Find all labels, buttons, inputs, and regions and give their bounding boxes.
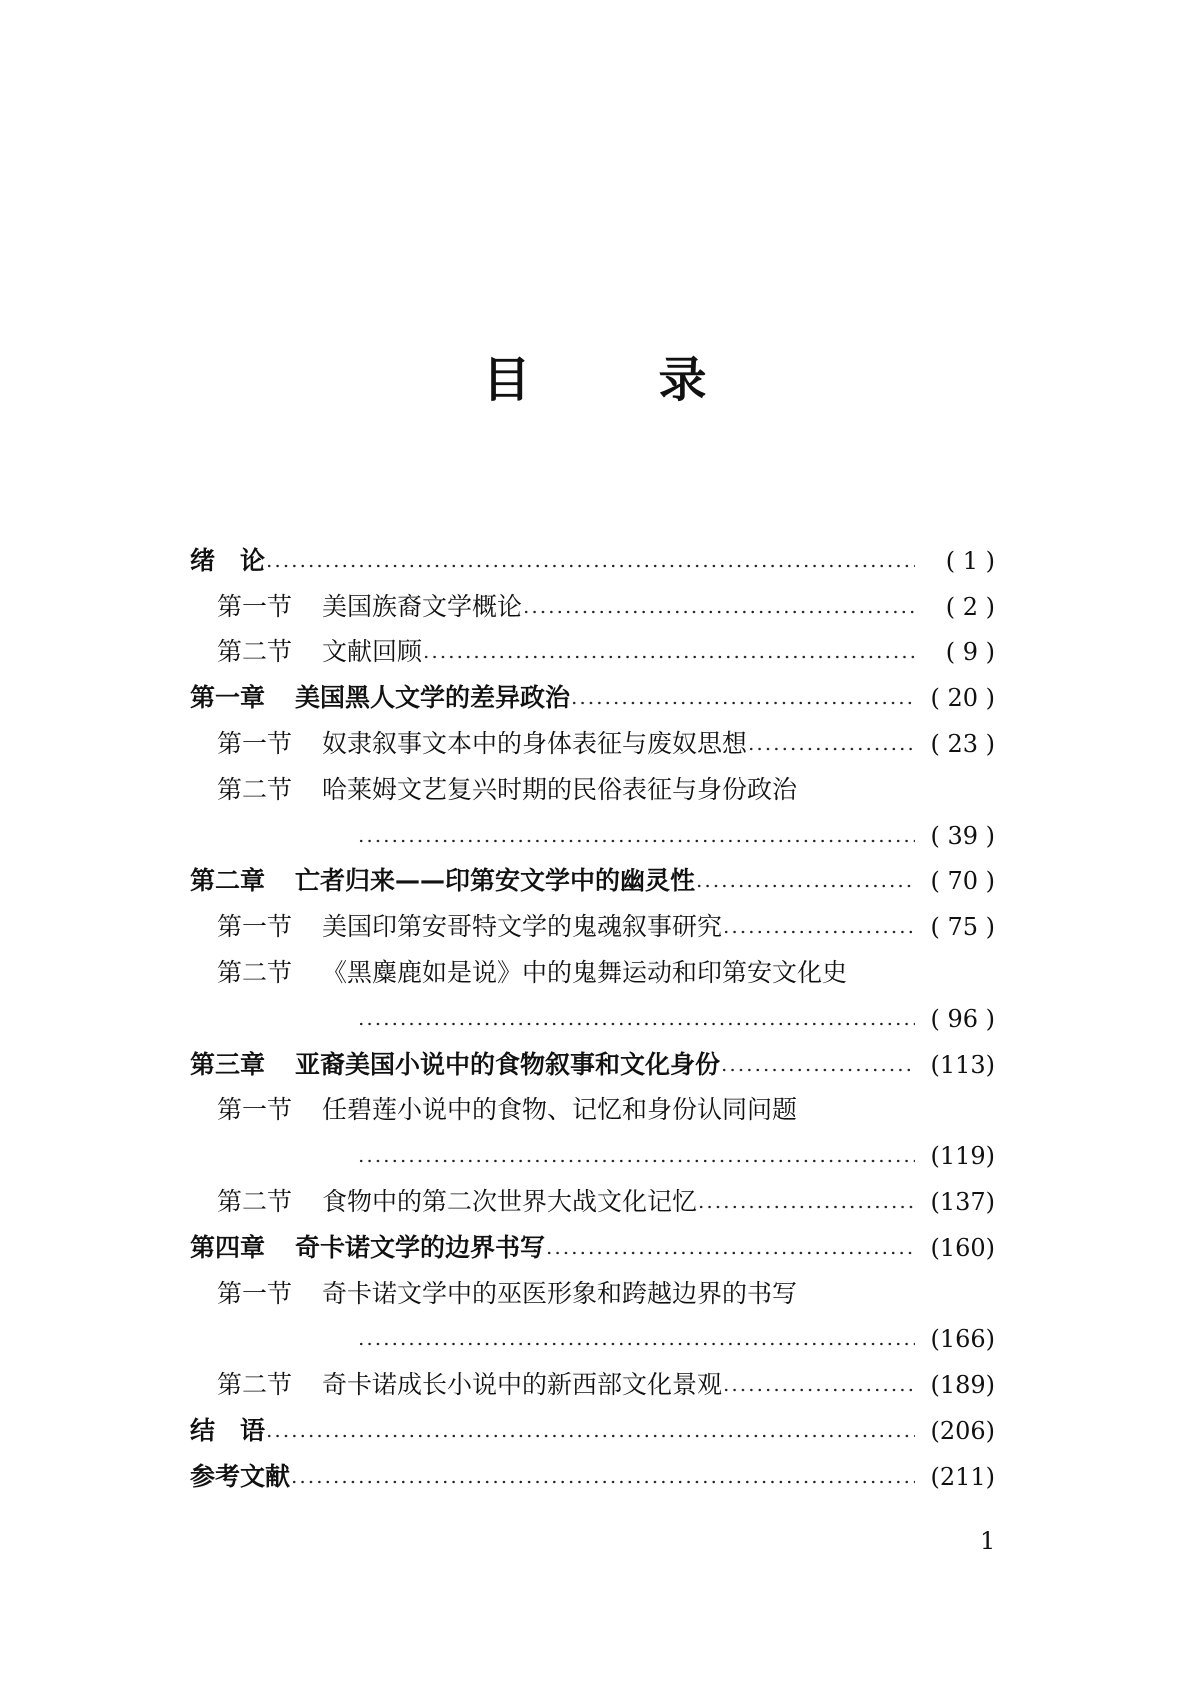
toc-entry-chapter-4[interactable] (190, 1225, 995, 1271)
leader-dots (722, 1388, 915, 1392)
leader-dots (422, 655, 915, 659)
toc-text: 奇卡诺文学中的巫医形象和跨越边界的书写 (322, 1278, 798, 1308)
toc-text: 美国族裔文学概论 (322, 591, 523, 621)
toc-label: 结 语 (190, 1416, 266, 1446)
leader-dots (570, 701, 915, 705)
leader-dots (697, 1205, 915, 1209)
page-number: ( 9 ) (945, 638, 995, 667)
toc-entry-chapter-3-section-2[interactable] (190, 1179, 995, 1225)
toc-entry-chapter-4-section-2[interactable] (190, 1362, 995, 1408)
toc-entry-chapter-4-section-1-continued (190, 1317, 995, 1363)
page-number: ( 70 ) (930, 867, 995, 896)
toc-text: 奇卡诺文学的边界书写 (295, 1232, 546, 1262)
leader-dots (522, 610, 915, 614)
toc-entry-chapter-2[interactable] (190, 859, 995, 905)
toc-entry-references[interactable] (190, 1454, 995, 1500)
toc-label: 第二节 (217, 1370, 293, 1400)
toc-label: 第二节 (217, 958, 293, 988)
page-number: (206) (930, 1417, 995, 1446)
leader-dots (357, 1022, 915, 1026)
page-number: ( 75 ) (930, 913, 995, 942)
toc-entry-chapter-3-section-1-continued (190, 1133, 995, 1179)
toc-label: 第一节 (217, 591, 293, 621)
toc-entry-chapter-2-section-2-continued (190, 996, 995, 1042)
toc-entry-chapter-1[interactable] (190, 675, 995, 721)
toc-text: 哈莱姆文艺复兴时期的民俗表征与身份政治 (322, 774, 798, 804)
page-number: ( 96 ) (930, 1004, 995, 1033)
leader-dots (357, 1159, 915, 1163)
page-number: ( 20 ) (930, 684, 995, 713)
toc-label: 第二节 (217, 774, 293, 804)
page-number: (137) (930, 1188, 995, 1217)
leader-dots (357, 839, 915, 843)
toc-label: 第四章 (190, 1232, 266, 1262)
toc-text: 《黑麋鹿如是说》中的鬼舞运动和印第安文化史 (322, 958, 848, 988)
toc-entry-conclusion[interactable] (190, 1408, 995, 1454)
page-number: ( 39 ) (930, 821, 995, 850)
toc-label: 参考文献 (190, 1461, 291, 1491)
toc-entry-chapter-3-section-1[interactable] (190, 1088, 995, 1134)
toc-entry-intro-section-2[interactable] (190, 630, 995, 676)
toc-text: 奴隶叙事文本中的身体表征与废奴思想 (322, 729, 748, 759)
toc-label: 第二节 (217, 637, 293, 667)
leader-dots (720, 1068, 915, 1072)
toc-text: 亡者归来——印第安文学中的幽灵性 (295, 866, 696, 896)
toc-label: 第一节 (217, 1278, 293, 1308)
toc-text: 亚裔美国小说中的食物叙事和文化身份 (295, 1049, 721, 1079)
toc-text: 食物中的第二次世界大战文化记忆 (322, 1187, 698, 1217)
toc-entry-chapter-3[interactable] (190, 1042, 995, 1088)
page-number: (119) (930, 1142, 995, 1171)
toc-label: 绪 论 (190, 545, 266, 575)
folio-page-number: 1 (980, 1527, 996, 1555)
toc-entry-chapter-1-section-1[interactable] (190, 721, 995, 767)
page-number: (189) (930, 1371, 995, 1400)
toc-text: 美国印第安哥特文学的鬼魂叙事研究 (322, 912, 723, 942)
toc-label: 第一章 (190, 683, 266, 713)
toc-entry-chapter-1-section-2-continued (190, 813, 995, 859)
leader-dots (357, 1342, 915, 1346)
page-number: ( 23 ) (930, 730, 995, 759)
toc-text: 任碧莲小说中的食物、记忆和身份认同问题 (322, 1095, 798, 1125)
page-number: ( 1 ) (945, 546, 995, 575)
leader-dots (265, 564, 915, 568)
toc-label: 第一节 (217, 912, 293, 942)
toc-text: 文献回顾 (322, 637, 423, 667)
toc-label: 第二节 (217, 1187, 293, 1217)
toc-entry-chapter-1-section-2[interactable] (190, 767, 995, 813)
page-number: (166) (930, 1325, 995, 1354)
toc-entry-chapter-4-section-1[interactable] (190, 1271, 995, 1317)
leader-dots (290, 1480, 915, 1484)
table-of-contents (190, 538, 995, 1500)
toc-entry-chapter-2-section-1[interactable] (190, 904, 995, 950)
toc-label: 第三章 (190, 1049, 266, 1079)
leader-dots (695, 884, 915, 888)
leader-dots (722, 930, 915, 934)
toc-label: 第二章 (190, 866, 266, 896)
toc-entry-intro-section-1[interactable] (190, 584, 995, 630)
toc-text: 美国黑人文学的差异政治 (295, 683, 571, 713)
leader-dots (747, 747, 915, 751)
toc-label: 第一节 (217, 729, 293, 759)
toc-entry-intro[interactable] (190, 538, 995, 584)
page-number: (113) (930, 1050, 995, 1079)
page-number: ( 2 ) (945, 592, 995, 621)
leader-dots (265, 1434, 915, 1438)
page-title: 目 录 (482, 352, 747, 408)
toc-text: 奇卡诺成长小说中的新西部文化景观 (322, 1370, 723, 1400)
page-number: (211) (930, 1462, 995, 1491)
toc-entry-chapter-2-section-2[interactable] (190, 950, 995, 996)
toc-label: 第一节 (217, 1095, 293, 1125)
page-number: (160) (930, 1233, 995, 1262)
leader-dots (545, 1251, 915, 1255)
